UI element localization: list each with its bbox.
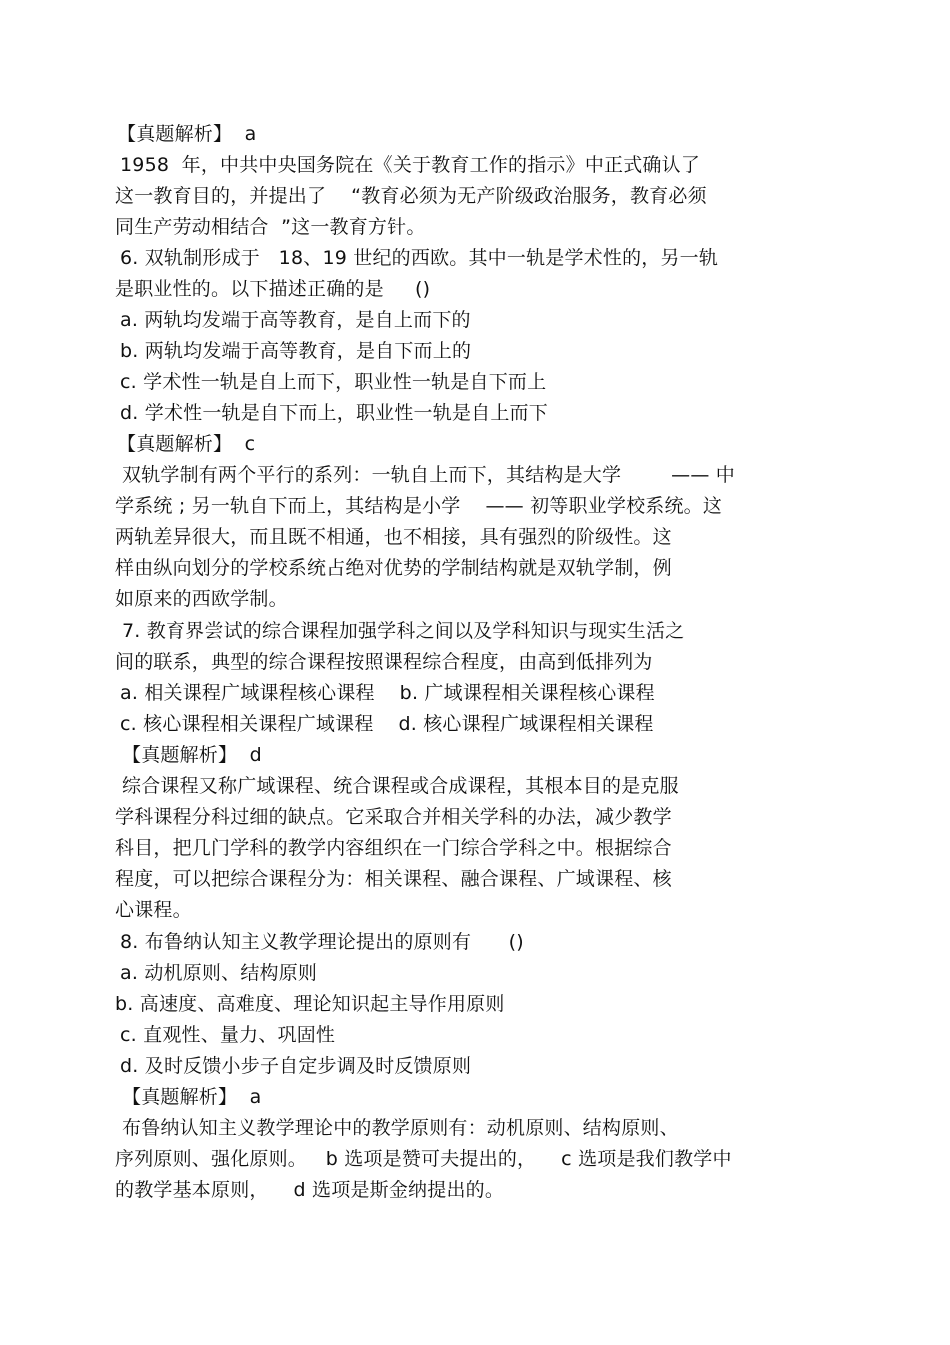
option-a: a. 两轨均发端于高等教育，是自上而下的 xyxy=(120,309,471,331)
analysis-text: 学系统 ; 另一轨自下而上，其结构是小学 —— 初等职业学校系统。这 xyxy=(115,495,723,517)
analysis-heading: 【真题解析】 d xyxy=(122,744,262,766)
analysis-text: 样由纵向划分的学校系统占绝对优势的学制结构就是双轨学制，例 xyxy=(115,557,672,579)
analysis-text: 科目，把几门学科的教学内容组织在一门综合学科之中。根据综合 xyxy=(115,837,672,859)
question-text: 7. 教育界尝试的综合课程加强学科之间以及学科知识与现实生活之 xyxy=(122,620,685,642)
analysis-text: 1958 年，中共中央国务院在《关于教育工作的指示》中正式确认了 xyxy=(120,154,701,176)
option-a: a. 动机原则、结构原则 xyxy=(120,962,318,984)
analysis-text: 序列原则、强化原则。 b 选项是赞可夫提出的， c 选项是我们教学中 xyxy=(115,1148,732,1170)
analysis-text: 如原来的西欧学制。 xyxy=(115,588,288,610)
analysis-text: 这一教育目的，并提出了 “教育必须为无产阶级政治服务，教育必须 xyxy=(115,185,707,207)
analysis-text: 学科课程分科过细的缺点。它采取合并相关学科的办法，减少教学 xyxy=(115,806,672,828)
analysis-text: 综合课程又称广域课程、统合课程或合成课程，其根本目的是克服 xyxy=(122,775,679,797)
analysis-text: 的教学基本原则， d 选项是斯金纳提出的。 xyxy=(115,1179,505,1201)
analysis-text: 程度，可以把综合课程分为：相关课程、融合课程、广域课程、核 xyxy=(115,868,672,890)
option-row: a. 相关课程广域课程核心课程 b. 广域课程相关课程核心课程 xyxy=(120,682,655,704)
option-b: b. 高速度、高难度、理论知识起主导作用原则 xyxy=(115,993,505,1015)
option-b: b. 两轨均发端于高等教育，是自下而上的 xyxy=(120,340,472,362)
option-d: d. 学术性一轨是自下而上，职业性一轨是自上而下 xyxy=(120,402,548,424)
analysis-heading: 【真题解析】 a xyxy=(122,1086,262,1108)
analysis-heading: 【真题解析】 c xyxy=(117,433,256,455)
analysis-text: 布鲁纳认知主义教学理论中的教学原则有：动机原则、结构原则、 xyxy=(122,1117,679,1139)
question-text: 6. 双轨制形成于 18、19 世纪的西欧。其中一轨是学术性的，另一轨 xyxy=(120,247,719,269)
option-c: c. 直观性、量力、巩固性 xyxy=(120,1024,336,1046)
question-text: 间的联系，典型的综合课程按照课程综合程度，由高到低排列为 xyxy=(115,651,653,673)
analysis-text: 双轨学制有两个平行的系列：一轨自上而下，其结构是大学 —— 中 xyxy=(122,464,735,486)
question-text: 8. 布鲁纳认知主义教学理论提出的原则有 () xyxy=(120,931,524,953)
question-text: 是职业性的。以下描述正确的是 () xyxy=(115,278,431,300)
analysis-heading: 【真题解析】 a xyxy=(117,123,257,145)
option-row: c. 核心课程相关课程广域课程 d. 核心课程广域课程相关课程 xyxy=(120,713,654,735)
option-d: d. 及时反馈小步子自定步调及时反馈原则 xyxy=(120,1055,472,1077)
option-c: c. 学术性一轨是自上而下，职业性一轨是自下而上 xyxy=(120,371,547,393)
analysis-text: 两轨差异很大，而且既不相通，也不相接，具有强烈的阶级性。这 xyxy=(115,526,672,548)
analysis-text: 心课程。 xyxy=(115,899,192,921)
analysis-text: 同生产劳动相结合 ”这一教育方针。 xyxy=(115,216,426,238)
